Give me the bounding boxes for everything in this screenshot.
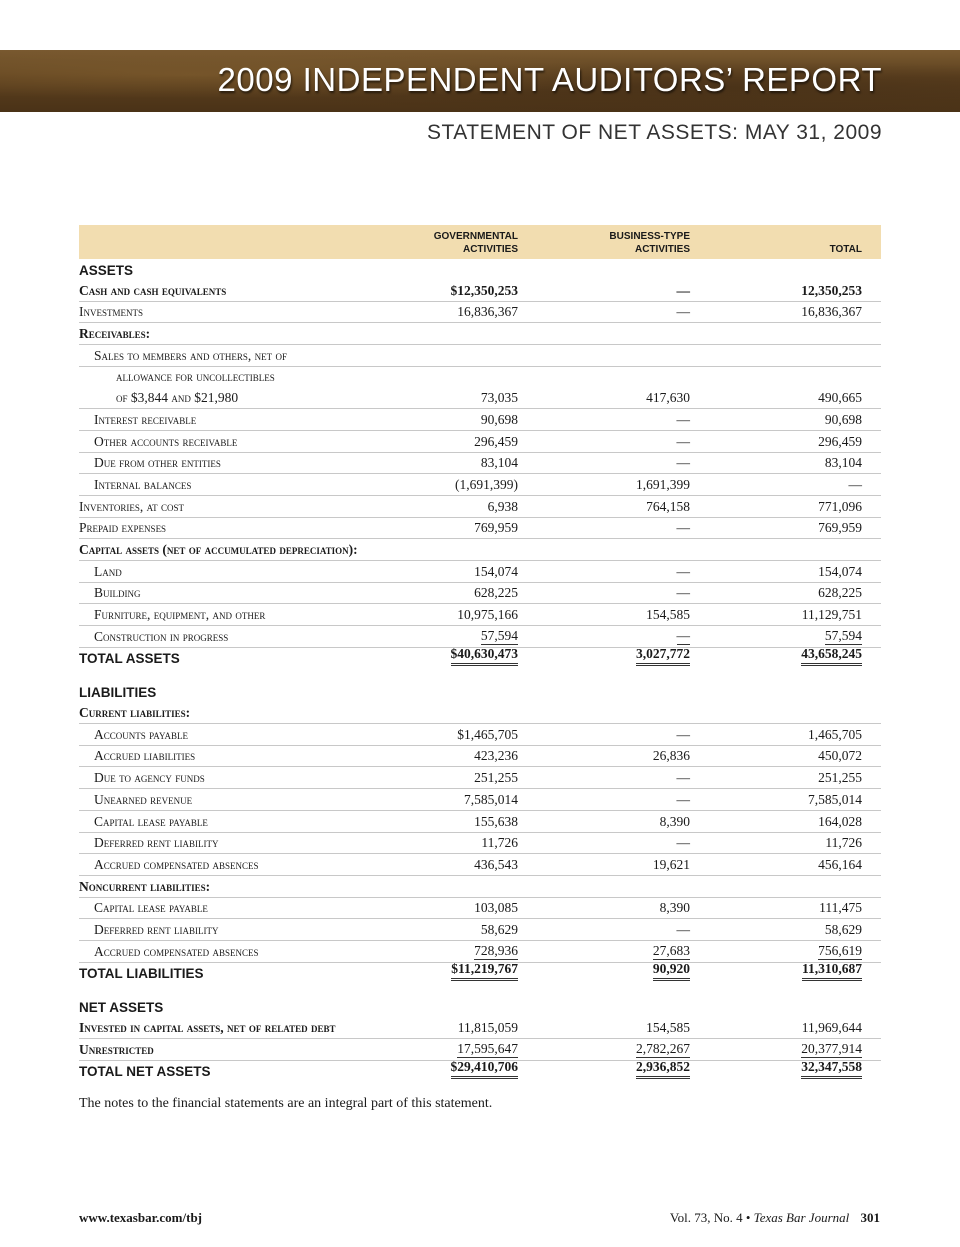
governmental-value: $12,350,253 (450, 282, 518, 298)
governmental-value: 83,104 (480, 455, 518, 471)
table-row (79, 724, 881, 746)
row-label: Sales to members and others, net of (94, 347, 287, 363)
section-heading-label: ASSETS (79, 263, 134, 278)
row-label: Noncurrent liabilities: (79, 878, 211, 894)
row-label: Unrestricted (79, 1041, 154, 1057)
grand-total: 43,658,245 (801, 646, 862, 666)
row-label: Construction in progress (94, 628, 229, 644)
total-value: — (848, 476, 862, 492)
table-row (79, 789, 881, 811)
governmental-value: 90,698 (480, 411, 518, 427)
governmental-value: 11,815,059 (457, 1020, 518, 1035)
total-value: 12,350,253 (801, 282, 862, 298)
total-value: 251,255 (818, 770, 862, 786)
governmental-value: $1,465,705 (457, 726, 518, 742)
table-row (79, 604, 881, 626)
governmental-value: 17,595,647 (457, 1040, 518, 1056)
row-label: Land (94, 563, 122, 579)
total-value: 164,028 (818, 813, 862, 829)
total-value: 296,459 (818, 433, 862, 449)
row-label: allowance for uncollectibles (116, 369, 275, 385)
governmental-total: $40,630,473 (451, 646, 519, 666)
report-banner (0, 50, 960, 112)
footer-url[interactable]: www.texasbar.com/tbj (79, 1210, 203, 1225)
governmental-value: 728,936 (474, 942, 518, 958)
column-header-governmental: GOVERNMENTAL ACTIVITIES (433, 231, 518, 255)
table-row (79, 1017, 881, 1039)
table-row (79, 367, 881, 388)
row-label: Cash and cash equivalents (79, 282, 227, 298)
business-type-value: — (676, 433, 690, 449)
business-type-value: — (676, 411, 690, 427)
governmental-value: 16,836,367 (457, 304, 518, 320)
total-value: 111,475 (819, 900, 862, 916)
governmental-value: 251,255 (474, 770, 518, 786)
table-row (79, 302, 881, 324)
business-type-value: 8,390 (659, 813, 690, 829)
table-row (79, 1039, 881, 1061)
row-label: Due from other entities (94, 455, 221, 471)
governmental-value: 6,938 (487, 498, 518, 514)
table-row (79, 583, 881, 605)
total-label: TOTAL ASSETS (79, 651, 180, 667)
row-label: Interest receivable (94, 411, 197, 427)
business-type-value: — (676, 921, 690, 937)
section-heading-label: LIABILITIES (79, 685, 157, 701)
business-type-value: 154,585 (646, 1020, 690, 1035)
row-label: Receivables: (79, 326, 151, 342)
table-row (79, 280, 881, 302)
business-type-value: 417,630 (646, 390, 690, 406)
business-type-value: — (676, 563, 690, 579)
statement-body (79, 259, 881, 1081)
row-label: Internal balances (94, 476, 192, 492)
row-label: Capital lease payable (94, 900, 208, 916)
governmental-total: $11,219,767 (451, 961, 518, 981)
table-row (79, 453, 881, 475)
total-value: 11,969,644 (801, 1020, 862, 1035)
footer-bullet: • (745, 1210, 751, 1225)
governmental-value: 436,543 (474, 856, 518, 872)
footer-volume: Vol. 73, No. 4 (669, 1210, 743, 1225)
governmental-value: 628,225 (474, 585, 518, 601)
row-label: Prepaid expenses (79, 520, 167, 536)
row-label: Capital lease payable (94, 813, 208, 829)
grand-total: 32,347,558 (801, 1059, 862, 1079)
business-type-total: 90,920 (653, 961, 690, 981)
governmental-value: 769,959 (474, 520, 518, 536)
statement-note: The notes to the financial statements are an integral part of this statement. (79, 1096, 493, 1111)
table-row (79, 561, 881, 583)
total-value: 11,129,751 (801, 607, 862, 622)
table-row (79, 518, 881, 540)
total-row (79, 648, 881, 669)
row-label: Accounts payable (94, 726, 188, 742)
row-label: Building (94, 585, 141, 601)
page-number: 301 (860, 1210, 880, 1225)
governmental-value: 10,975,166 (457, 607, 518, 622)
table-row (79, 702, 881, 724)
business-type-total: 3,027,772 (636, 646, 690, 666)
business-type-value: 26,836 (652, 748, 690, 764)
governmental-value: 423,236 (474, 748, 518, 764)
total-value: 83,104 (824, 455, 862, 471)
table-row (79, 496, 881, 518)
footer-journal: Texas Bar Journal (753, 1210, 850, 1225)
total-value: 628,225 (818, 585, 862, 601)
business-type-value: — (676, 726, 690, 742)
total-label: TOTAL LIABILITIES (79, 966, 204, 982)
business-type-value: — (676, 455, 690, 471)
table-row (79, 833, 881, 855)
footer-citation (670, 1210, 880, 1226)
governmental-value: 103,085 (474, 900, 518, 916)
row-label: Due to agency funds (94, 770, 205, 786)
total-value: 58,629 (824, 921, 862, 937)
total-row (79, 1061, 881, 1082)
total-value: 771,096 (818, 498, 862, 514)
row-label: Accrued liabilities (94, 748, 196, 764)
business-type-value: — (676, 627, 690, 643)
governmental-value: (1,691,399) (455, 476, 518, 492)
total-value: 490,665 (818, 390, 862, 406)
total-value: 456,164 (818, 856, 862, 872)
business-type-value: 19,621 (652, 856, 690, 872)
governmental-value: 57,594 (480, 627, 518, 643)
total-value: 20,377,914 (801, 1040, 862, 1056)
business-type-value: — (676, 770, 690, 786)
business-type-value: — (676, 520, 690, 536)
table-row (79, 876, 881, 898)
governmental-value: 155,638 (474, 813, 518, 829)
governmental-value: 296,459 (474, 433, 518, 449)
row-label: Accrued compensated absences (94, 856, 259, 872)
table-row (79, 474, 881, 496)
row-label: Current liabilities: (79, 705, 191, 721)
total-row (79, 963, 881, 984)
business-type-value: 2,782,267 (636, 1040, 690, 1056)
total-label: TOTAL NET ASSETS (79, 1064, 211, 1080)
statement-of-net-assets-table (79, 225, 881, 1081)
total-value: 7,585,014 (808, 791, 862, 807)
row-label: of $3,844 and $21,980 (116, 390, 239, 406)
table-row (79, 626, 881, 648)
table-row (79, 387, 881, 409)
business-type-value: 764,158 (646, 498, 690, 514)
business-type-value: — (676, 282, 690, 298)
total-value: 756,619 (818, 942, 862, 958)
total-value: 57,594 (824, 627, 862, 643)
statement-title: STATEMENT OF NET ASSETS: MAY 31, 2009 (427, 121, 882, 144)
row-label: Other accounts receivable (94, 433, 238, 449)
column-header-row (79, 225, 881, 259)
table-row (79, 919, 881, 941)
business-type-total: 2,936,852 (636, 1059, 690, 1079)
total-value: 11,726 (825, 835, 862, 851)
business-type-value: 27,683 (652, 942, 690, 958)
governmental-value: 11,726 (481, 835, 518, 851)
table-row (79, 941, 881, 963)
governmental-value: 154,074 (474, 563, 518, 579)
table-row (79, 539, 881, 561)
total-value: 16,836,367 (801, 304, 862, 320)
row-label: Furniture, equipment, and other (94, 607, 266, 622)
table-row (79, 746, 881, 768)
table-row (79, 898, 881, 920)
assets-section-heading (79, 259, 881, 280)
business-type-value: — (676, 585, 690, 601)
banner-title: 2009 INDEPENDENT AUDITORS’ REPORT (217, 61, 882, 98)
table-row (79, 811, 881, 833)
table-row (79, 323, 881, 345)
business-type-value: — (676, 304, 690, 320)
column-header-total: TOTAL (829, 244, 862, 255)
total-value: 90,698 (824, 411, 862, 427)
total-value: 450,072 (818, 748, 862, 764)
governmental-value: 73,035 (480, 390, 518, 406)
section-heading-label: NET ASSETS (79, 1000, 164, 1016)
business-type-value: — (676, 835, 690, 851)
total-value: 769,959 (818, 520, 862, 536)
row-label: Deferred rent liability (94, 921, 219, 937)
total-value: 1,465,705 (808, 726, 862, 742)
liabilities-section-heading (79, 668, 881, 702)
row-label: Invested in capital assets, net of related debt (79, 1020, 336, 1035)
row-label: Inventories, at cost (79, 498, 184, 514)
governmental-value: 58,629 (480, 921, 518, 937)
row-label: Investments (79, 304, 143, 320)
governmental-total: $29,410,706 (451, 1059, 519, 1079)
total-value: 154,074 (818, 563, 862, 579)
table-row (79, 767, 881, 789)
row-label: Accrued compensated absences (94, 943, 259, 959)
business-type-value: 8,390 (659, 900, 690, 916)
table-row (79, 409, 881, 431)
net-assets-section-heading (79, 983, 881, 1017)
row-label: Unearned revenue (94, 791, 193, 807)
business-type-value: — (676, 791, 690, 807)
business-type-value: 1,691,399 (636, 476, 690, 492)
column-header-business-type: BUSINESS-TYPE ACTIVITIES (609, 231, 690, 255)
table-row (79, 431, 881, 453)
row-label: Capital assets (net of accumulated depreciation): (79, 541, 358, 557)
table-row (79, 854, 881, 876)
grand-total: 11,310,687 (802, 961, 862, 981)
governmental-value: 7,585,014 (464, 791, 518, 807)
table-row (79, 345, 881, 367)
business-type-value: 154,585 (646, 607, 690, 622)
row-label: Deferred rent liability (94, 835, 219, 851)
